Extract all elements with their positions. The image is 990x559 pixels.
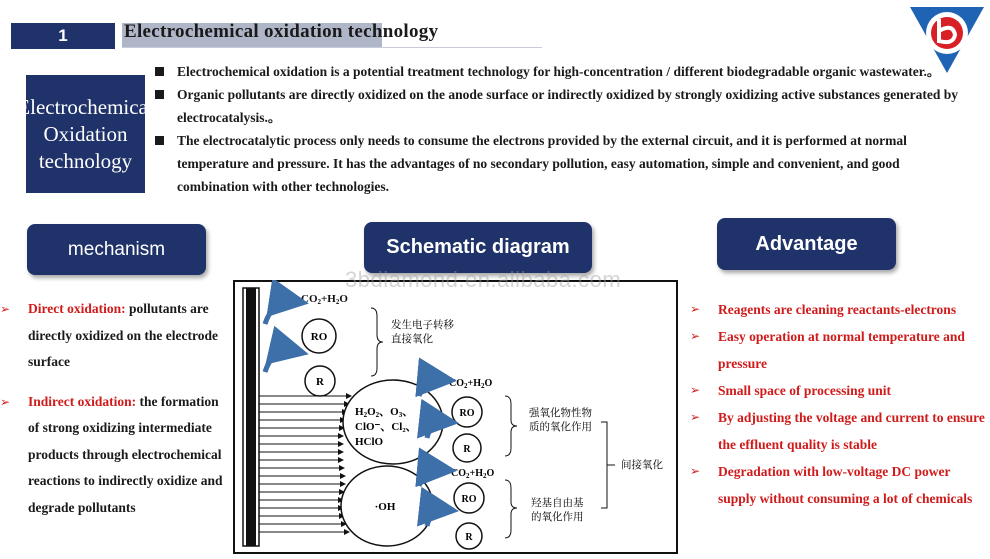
advantage-item — [690, 377, 985, 404]
title-underline — [122, 47, 542, 48]
arrow-bullet-icon: ➢ — [690, 329, 701, 343]
arrow-bullet-icon: ➢ — [0, 302, 11, 316]
r-label: R — [465, 532, 473, 543]
page-title: Electrochemical oxidation technology — [124, 21, 439, 42]
mechanism-heading: mechanism — [27, 224, 206, 275]
square-bullet-icon — [155, 90, 164, 99]
advantage-list — [690, 296, 985, 512]
mechanism-item-indirect — [0, 389, 230, 522]
indirect-label: 间接氧化 — [621, 459, 663, 471]
intro-bullet-text: The electrocatalytic process only needs to consume the electrons provided by the external circuit, and it is performed at normal temperature and pressure. It has the advantages of no secondary pollution, easy automation, simple and convenient, and good combination with other technologies. — [177, 133, 907, 194]
ro-label: RO — [461, 494, 477, 505]
strong-label-line2: 质的氧化作用 — [529, 421, 592, 433]
direct-label-line2: 直接氧化 — [391, 333, 433, 345]
intro-bullet-text: Organic pollutants are directly oxidized on the anode surface or indirectly oxidized by strongly oxidizing active substances generated by electrocatalysis.。 — [177, 87, 958, 125]
intro-bullet-text: Electrochemical oxidation is a potential treatment technology for high-concentration / different biodegradable organic wastewater.。 — [177, 64, 941, 79]
advantage-text: Reagents are cleaning reactants-electrons — [718, 302, 957, 317]
square-bullet-icon — [155, 136, 164, 145]
watermark: 3bdiamond.en.alibaba.com — [345, 267, 622, 292]
oxidants-line2: ClO⁻、Cl₂、 — [355, 421, 417, 433]
advantage-item — [690, 323, 985, 377]
mechanism-text: the formation of strong oxidizing intermediate products through electrochemical reactions to indirectly oxidize and degrade pollutants — [28, 393, 223, 515]
arrow-bullet-icon: ➢ — [690, 302, 701, 316]
radical-label-line2: 的氧化作用 — [531, 511, 584, 523]
electrode-core — [246, 288, 256, 546]
mechanism-item-direct — [0, 296, 230, 376]
intro-bullet — [153, 60, 973, 83]
co2-h2o-label-mid: $CO_2+H_2O$ — [449, 378, 493, 390]
side-label-text: Electrochemical Oxidation technology — [17, 94, 154, 173]
direct-label-line1: 发生电子转移 — [391, 319, 454, 331]
intro-bullet-list — [153, 60, 973, 198]
advantage-text: Degradation with low-voltage DC power supply without consuming a lot of chemicals — [718, 464, 973, 506]
schematic-heading: Schematic diagram — [364, 222, 592, 273]
oxidants-line1: H2O2、O3、 — [355, 406, 414, 419]
advantage-heading: Advantage — [717, 218, 896, 270]
r-label: R — [316, 376, 324, 388]
mechanism-label: Indirect oxidation: — [28, 393, 137, 409]
radical-label-line1: 羟基自由基 — [531, 497, 584, 509]
technology-side-label — [17, 75, 154, 193]
r-label: R — [463, 444, 471, 455]
intro-bullet — [153, 129, 973, 198]
advantage-text: By adjusting the voltage and current to ensure the effluent quality is stable — [718, 410, 985, 452]
ro-label: RO — [310, 331, 328, 343]
advantage-item — [690, 458, 985, 512]
oxidants-line3: HClO — [355, 436, 384, 448]
intro-bullet — [153, 83, 973, 129]
mechanism-list — [0, 296, 230, 534]
square-bullet-icon — [155, 67, 164, 76]
arrow-bullet-icon: ➢ — [0, 394, 11, 409]
advantage-text: Small space of processing unit — [718, 383, 892, 398]
strong-label-line1: 强氧化物性物 — [529, 407, 592, 419]
mechanism-label: Direct oxidation: — [28, 301, 126, 316]
schematic-diagram — [233, 280, 678, 554]
ro-label: RO — [459, 408, 475, 419]
co2-h2o-label-top: CO2+H2O — [301, 293, 348, 306]
co2-h2o-label-bottom: $CO_2+H_2O$ — [451, 468, 495, 480]
advantage-text: Easy operation at normal temperature and pressure — [718, 329, 965, 371]
arrow-bullet-icon: ➢ — [690, 464, 701, 478]
advantage-item — [690, 404, 985, 458]
oh-label: ·OH — [374, 501, 396, 513]
arrow-bullet-icon: ➢ — [690, 410, 701, 424]
advantage-item — [690, 296, 985, 323]
section-number-badge: 1 — [11, 23, 115, 49]
mechanism-text: pollutants are directly oxidized on the electrode surface — [28, 301, 218, 369]
arrow-bullet-icon: ➢ — [690, 383, 701, 397]
